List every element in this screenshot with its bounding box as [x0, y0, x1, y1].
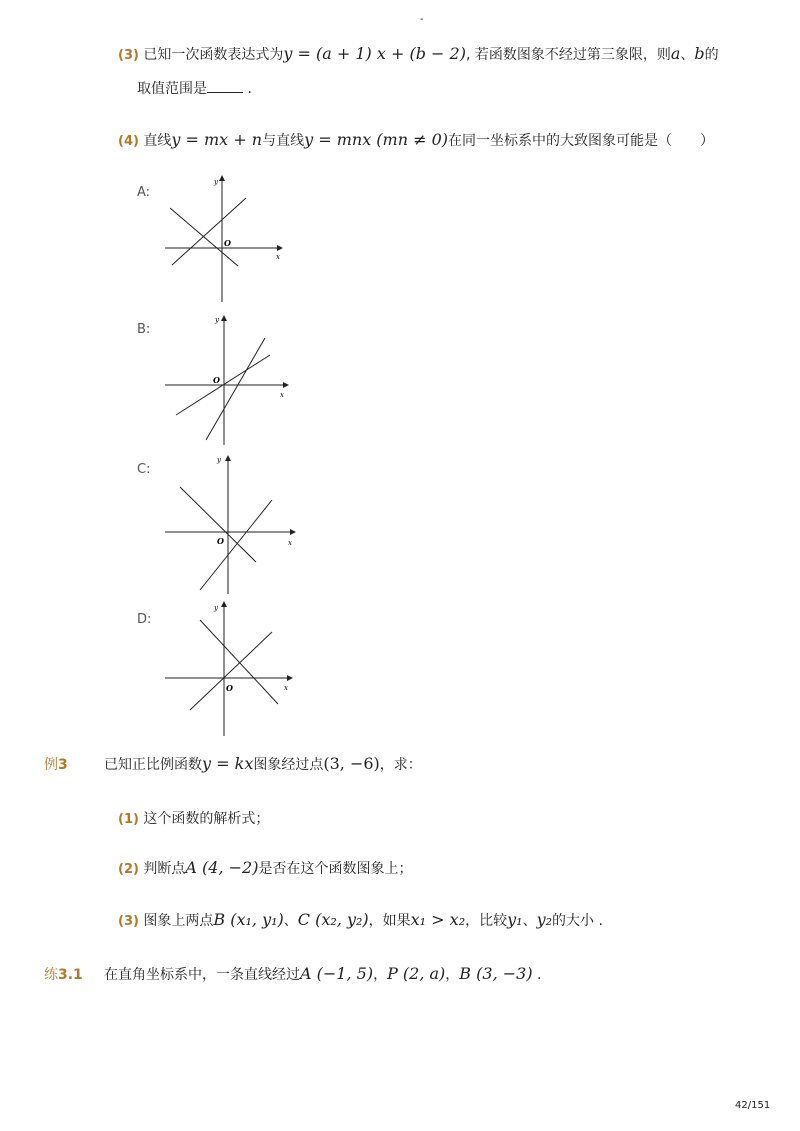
item-text: 这个函数的解析式； — [143, 811, 270, 827]
math-variable: y₁ — [507, 910, 523, 929]
example-3-item-2 — [118, 858, 412, 878]
graph-b — [160, 310, 300, 450]
x-axis-label: x — [284, 684, 288, 692]
question-text: , 若函数图象不经过第三象限，则 — [465, 47, 671, 63]
question-text: 取值范围是 — [137, 81, 207, 97]
example-3-text — [104, 754, 422, 774]
origin-label: O — [213, 375, 220, 385]
page-number: 42/151 — [735, 1100, 771, 1111]
item-text: ，如果 — [368, 913, 411, 929]
math-expression: y = (a + 1) x + (b − 2) — [283, 44, 466, 63]
example-label-number: 3 — [58, 757, 68, 773]
question-number: (4) — [118, 134, 139, 149]
example-label-text: 例 — [44, 757, 58, 773]
practice-text — [104, 964, 541, 984]
example-3-item-3 — [118, 910, 603, 930]
question-4 — [118, 130, 714, 150]
item-text: 图象上两点 — [143, 913, 214, 929]
math-variable: b — [694, 44, 705, 63]
question-3 — [118, 44, 719, 64]
math-expression: y = mx + n — [171, 130, 263, 149]
question-text: 的 — [704, 47, 719, 63]
x-axis-label: x — [288, 539, 292, 547]
question-text: 直线 — [143, 133, 172, 149]
example-label — [44, 754, 68, 774]
question-3-line-2 — [137, 78, 252, 98]
practice-text-part: 在直角坐标系中，一条直线经过 — [104, 967, 300, 983]
math-expression: y = mnx (mn ≠ 0) — [304, 130, 449, 149]
option-c-label: C: — [137, 462, 151, 477]
option-b-label: B: — [137, 322, 151, 337]
math-expression: y = kx — [202, 754, 254, 773]
question-text: 已知一次函数表达式为 — [143, 47, 284, 63]
math-point: A (4, −2) — [185, 858, 259, 877]
item-text: 判断点 — [143, 861, 186, 877]
math-point: P (2, a) — [387, 964, 446, 983]
x-axis-label: x — [280, 391, 284, 399]
origin-label: O — [224, 238, 231, 248]
item-number: (2) — [118, 862, 139, 877]
math-point: C (x₂, y₂) — [297, 910, 369, 929]
item-number: (1) — [118, 812, 139, 827]
practice-label — [44, 964, 83, 984]
example-text: 已知正比例函数 — [104, 757, 202, 773]
origin-label: O — [217, 536, 224, 546]
option-d-label: D: — [137, 612, 152, 627]
practice-text-end: . — [537, 967, 542, 983]
practice-label-number: 3.1 — [58, 967, 83, 983]
separator: 、 — [680, 47, 695, 63]
question-text: 在同一坐标系中的大致图象可能是（ ） — [448, 133, 715, 149]
header-mark: - — [420, 14, 424, 25]
math-point: B (x₁, y₁) — [213, 910, 284, 929]
question-number: (3) — [118, 48, 139, 63]
item-number: (3) — [118, 914, 139, 929]
graph-c — [160, 452, 300, 597]
x-axis-label: x — [276, 253, 280, 261]
graph-a — [160, 170, 295, 305]
y-axis-label: y — [214, 604, 218, 612]
separator: 、 — [522, 913, 537, 929]
y-axis-label: y — [214, 178, 218, 186]
graph-d — [160, 598, 300, 738]
item-text: ，比较 — [465, 913, 508, 929]
math-point: A (−1, 5) — [300, 964, 374, 983]
y-axis-label: y — [215, 316, 219, 324]
math-expression: x₁ > x₂ — [410, 910, 466, 929]
item-text: 是否在这个函数图象上； — [258, 861, 413, 877]
separator: ， — [373, 967, 388, 983]
math-variable: y₂ — [536, 910, 553, 929]
question-text: . — [247, 81, 252, 97]
example-3-item-1 — [118, 808, 269, 828]
practice-label-text: 练 — [44, 967, 58, 983]
answer-blank — [207, 80, 243, 93]
option-a-label: A: — [137, 185, 151, 200]
origin-label: O — [226, 683, 233, 693]
y-axis-label: y — [217, 456, 221, 464]
separator: 、 — [283, 913, 298, 929]
math-point: (3, −6) — [323, 754, 380, 773]
example-text: ，求： — [379, 757, 422, 773]
math-variable: a — [670, 44, 681, 63]
question-text: 与直线 — [262, 133, 305, 149]
separator: ， — [445, 967, 460, 983]
math-point: B (3, −3) — [459, 964, 533, 983]
example-text: 图象经过点 — [253, 757, 324, 773]
item-text: 的大小 . — [552, 913, 603, 929]
